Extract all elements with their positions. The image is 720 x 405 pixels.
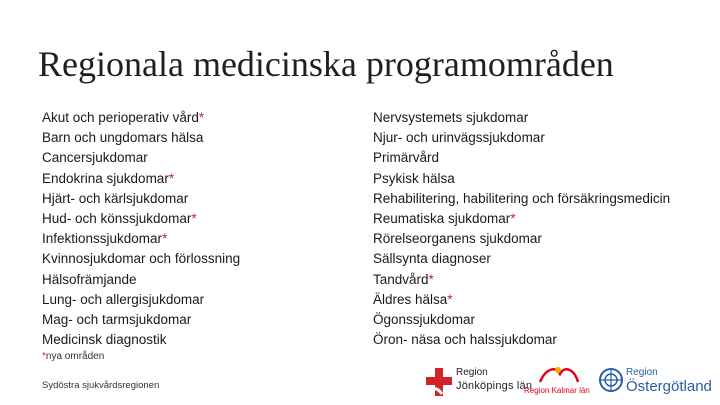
program-area-label: Rehabilitering, habilitering och försäkringsmedicin (373, 190, 671, 206)
region-kalmar-name: Region Kalmar län (524, 386, 590, 395)
new-area-star: * (198, 110, 205, 125)
program-area-item (42, 330, 240, 350)
program-area-item (373, 169, 670, 189)
program-area-item (373, 189, 670, 209)
program-area-item (42, 290, 240, 310)
program-area-label: Kvinnosjukdomar och förlossning (42, 251, 241, 267)
new-area-star: * (428, 271, 434, 287)
footnote-star: * (42, 351, 46, 362)
program-area-item (373, 290, 670, 310)
program-area-label: Öron- näsa och halssjukdomar (373, 332, 557, 348)
program-area-item (42, 310, 240, 330)
program-area-item (373, 310, 670, 330)
program-area-item (42, 169, 240, 189)
program-area-label: Sällsynta diagnoser (373, 251, 491, 267)
program-area-item (373, 270, 670, 290)
program-area-item (42, 108, 240, 128)
region-ostergotland-line1: Region (626, 367, 658, 378)
region-ostergotland-logo (598, 364, 716, 398)
slide-title: Regionala medicinska programområden (38, 44, 614, 84)
region-jonkoping-line2: Jönköpings län (456, 380, 533, 392)
red-cross-icon (424, 366, 454, 398)
program-area-item (373, 330, 670, 350)
program-area-label: Akut och perioperativ vård (42, 110, 199, 125)
footnote-text: nya områden (45, 351, 105, 362)
program-area-item (373, 128, 670, 148)
program-area-item (42, 189, 240, 209)
new-area-star: * (168, 170, 175, 186)
region-jonkoping-line1: Region (456, 367, 488, 378)
program-area-label: Hälsofrämjande (42, 271, 137, 287)
program-area-item (373, 209, 670, 229)
program-area-label: Primärvård (373, 150, 440, 166)
program-area-label: Infektionssjukdomar (42, 231, 163, 247)
program-area-label: Rörelseorganens sjukdomar (373, 231, 542, 247)
program-area-label: Tandvård (373, 271, 429, 287)
program-area-label: Njur- och urinvägssjukdomar (373, 130, 545, 146)
program-area-label: Lung- och allergisjukdomar (42, 291, 205, 307)
program-area-item (42, 128, 240, 148)
program-area-item (373, 229, 670, 249)
program-area-item (373, 148, 670, 168)
program-area-item (42, 148, 240, 168)
program-area-label: Hjärt- och kärlsjukdomar (42, 190, 189, 206)
footnote (42, 350, 104, 364)
program-area-label: Ögonssjukdomar (373, 312, 476, 328)
program-area-label: Psykisk hälsa (373, 170, 455, 186)
region-kalmar-logo (522, 364, 594, 398)
region-ostergotland-line2: Östergötland (626, 378, 712, 395)
program-area-item (42, 270, 240, 290)
program-area-label: Cancersjukdomar (42, 150, 148, 166)
kalmar-wave-icon (522, 364, 594, 386)
new-area-star: * (447, 291, 453, 307)
footer-text: Sydöstra sjukvårdsregionen (42, 380, 160, 391)
new-area-star: * (510, 211, 516, 227)
new-area-star: * (162, 231, 168, 247)
right-program-list (373, 108, 670, 350)
program-area-item (42, 229, 240, 249)
program-area-label: Nervsystemets sjukdomar (373, 110, 529, 125)
program-area-item (373, 249, 670, 269)
program-area-item (42, 209, 240, 229)
new-area-star: * (191, 211, 197, 227)
region-jonkoping-logo (424, 364, 533, 398)
left-program-list (42, 108, 240, 350)
program-area-label: Medicinsk diagnostik (42, 332, 167, 348)
program-area-label: Barn och ungdomars hälsa (42, 130, 204, 146)
program-area-label: Hud- och könssjukdomar (42, 211, 192, 227)
program-area-label: Äldres hälsa (373, 291, 448, 307)
program-area-label: Mag- och tarmsjukdomar (42, 312, 192, 328)
program-area-label: Endokrina sjukdomar (42, 170, 169, 186)
program-area-item (373, 108, 670, 128)
program-area-item (42, 249, 240, 269)
ostergotland-emblem-icon (598, 366, 624, 396)
program-area-label: Reumatiska sjukdomar (373, 211, 511, 227)
